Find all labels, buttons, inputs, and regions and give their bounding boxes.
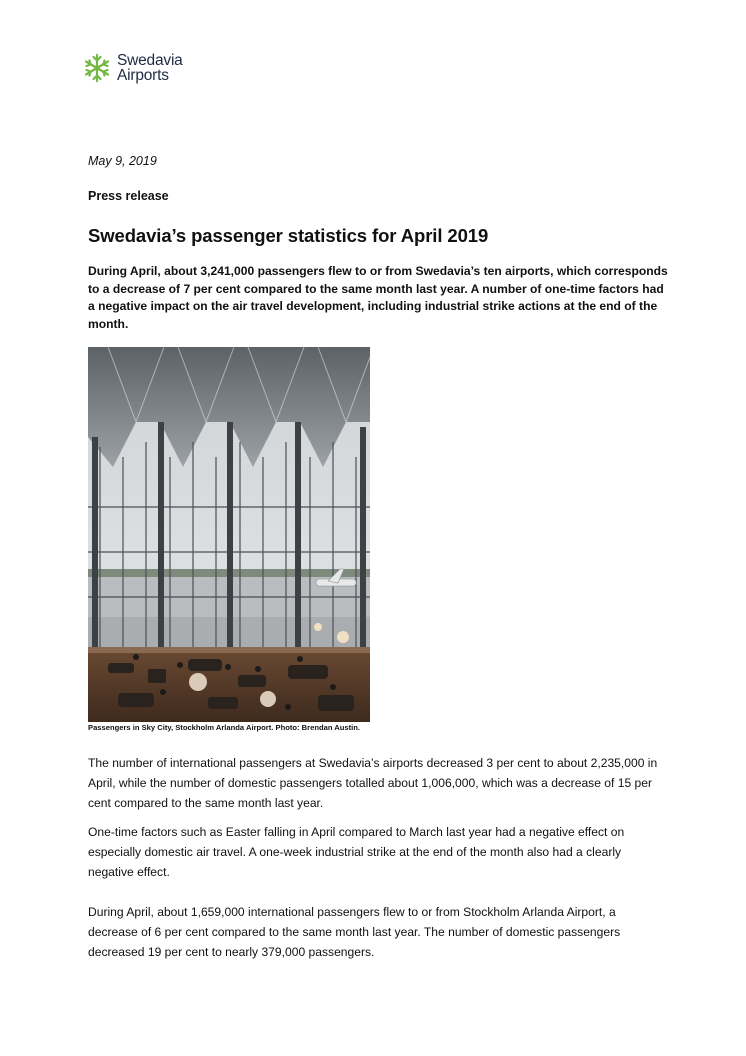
terminal-photo: [88, 347, 370, 722]
swedavia-logo: [83, 52, 183, 84]
snowflake-logo-icon: [83, 52, 111, 84]
page-title: Swedavia’s passenger statistics for April 2019: [88, 225, 489, 246]
logo-text-line1: Swedavia: [117, 52, 183, 69]
logo-text-line2: Airports: [117, 67, 169, 84]
body-paragraph: One-time factors such as Easter falling in April compared to March last year had a negative effect on especially domestic air travel. A one-week industrial strike at the end of the month also had a clearly negative effect.: [88, 825, 625, 879]
body-paragraph: During April, about 1,659,000 international passengers flew to or from Stockholm Arlanda Airport, a decrease of 6 per cent compared to the same month last year. The number of domestic passengers decreased 19 per cent to nearly 379,000 passengers.: [88, 905, 621, 959]
body-paragraph: The number of international passengers at Swedavia’s airports decreased 3 per cent to about 2,235,000 in April, while the number of domestic passengers totalled about 1,006,000, which was a decrease of 15 per cent compared to the same month last year.: [88, 756, 658, 810]
document-type: Press release: [88, 189, 169, 203]
lead-paragraph: During April, about 3,241,000 passengers flew to or from Swedavia’s ten airports, which corresponds to a decrease of 7 per cent compared to the same month last year. A number of one-time factors had a negative impact on the air travel development, including industrial strike actions at the end of the month.: [88, 264, 668, 331]
logo-wordmark: [117, 53, 183, 83]
release-date: May 9, 2019: [88, 154, 157, 168]
photo-caption: Passengers in Sky City, Stockholm Arlanda Airport. Photo: Brendan Austin.: [88, 723, 361, 732]
